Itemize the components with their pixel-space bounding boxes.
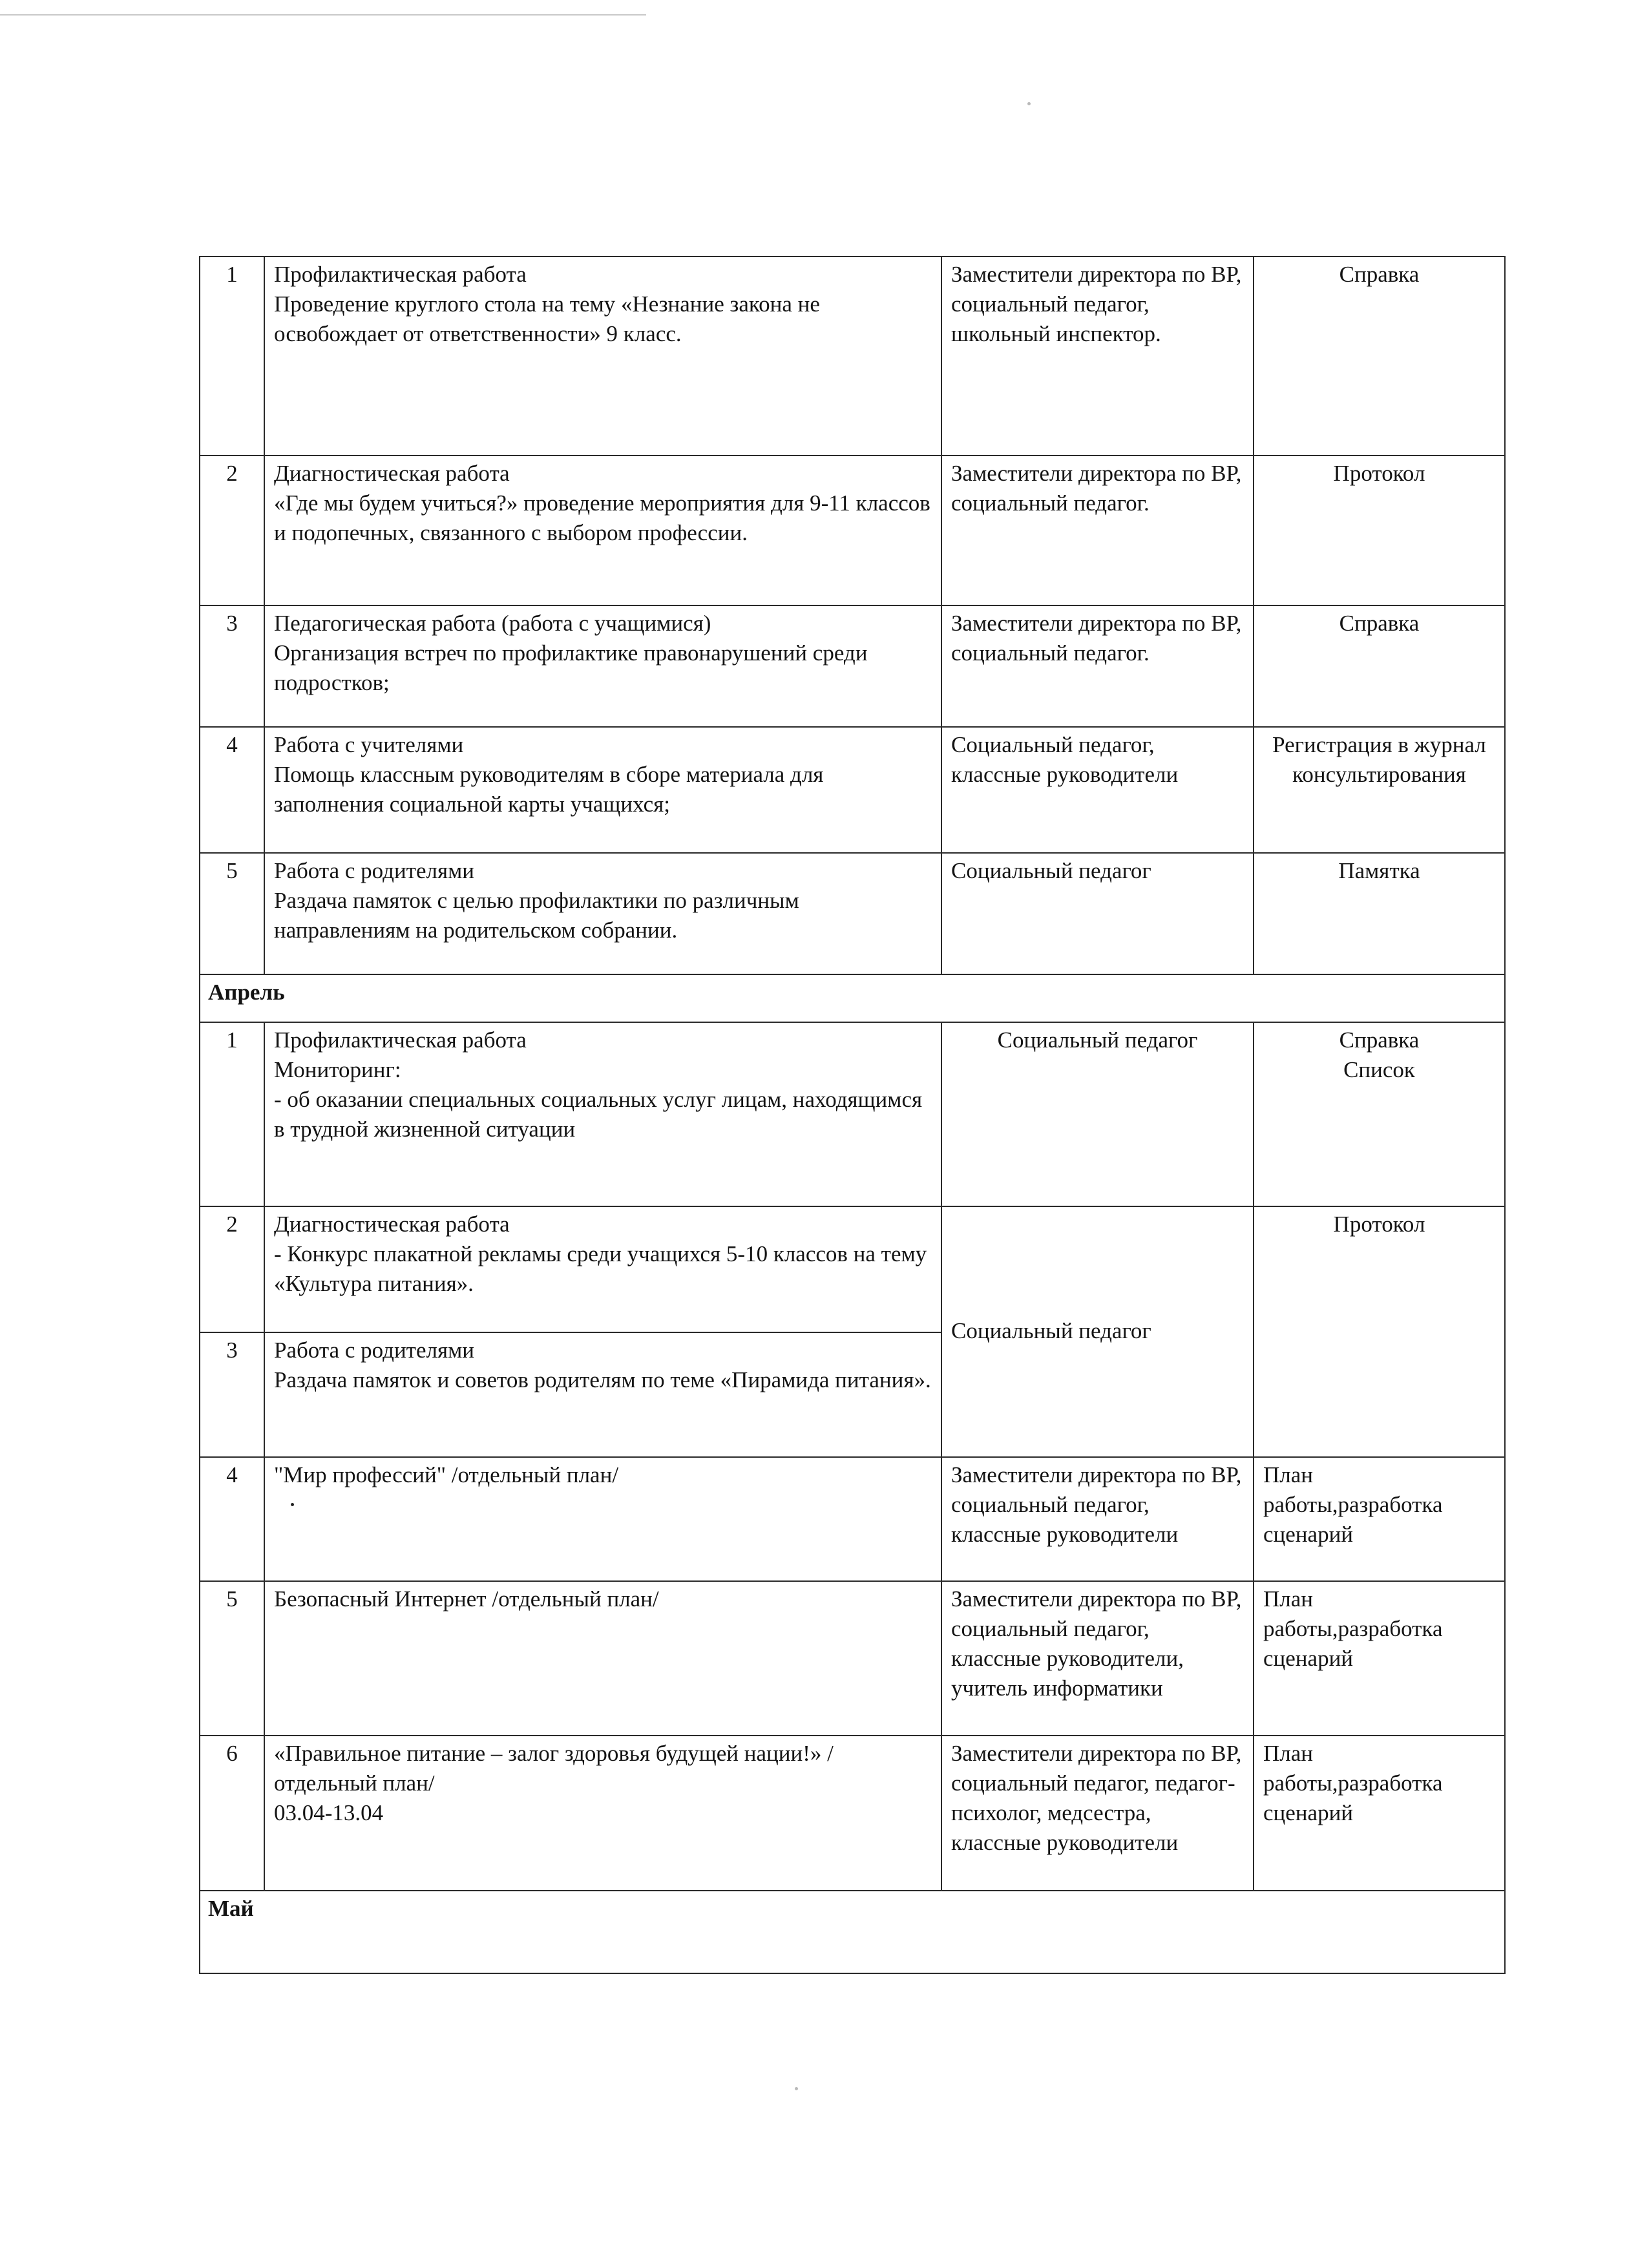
row-number: 4: [200, 727, 264, 853]
table-row: [200, 1457, 1505, 1581]
row-number: 2: [200, 456, 264, 605]
activity-cell: Профилактическая работа Мониторинг: - об оказании специальных социальных услуг лицам, находящимся в трудной жизненной ситуации: [264, 1022, 941, 1206]
responsible-cell: Социальный педагог: [941, 1206, 1254, 1457]
result-cell: Памятка: [1254, 853, 1505, 974]
row-number: 5: [200, 853, 264, 974]
activity-cell: Работа с родителями Раздача памяток и советов родителям по теме «Пирамида питания».: [264, 1332, 941, 1457]
scan-edge-line: [0, 14, 646, 16]
row-number: 1: [200, 257, 264, 456]
result-cell: Справка: [1254, 257, 1505, 456]
responsible-cell: Социальный педагог, классные руководители: [941, 727, 1254, 853]
result-cell: Регистрация в журнал консультирования: [1254, 727, 1505, 853]
table-row: [200, 456, 1505, 605]
responsible-cell: Заместители директора по ВР, социальный педагог, классные руководители, учитель информатики: [941, 1581, 1254, 1736]
month-row: [200, 1891, 1505, 1973]
activity-cell: Диагностическая работа «Где мы будем учиться?» проведение мероприятия для 9-11 классов и подопечных, связанного с выбором профессии.: [264, 456, 941, 605]
activity-cell: Диагностическая работа - Конкурс плакатной рекламы среди учащихся 5-10 классов на тему «Культура питания».: [264, 1206, 941, 1332]
table-row: [200, 1581, 1505, 1736]
table-row: [200, 1206, 1505, 1332]
work-plan-table: [199, 256, 1506, 1974]
month-heading: Май: [200, 1891, 1505, 1973]
result-cell: Справка Список: [1254, 1022, 1505, 1206]
month-row: [200, 974, 1505, 1022]
scan-speck: [795, 2087, 798, 2090]
result-cell: План работы,разработка сценарий: [1254, 1457, 1505, 1581]
activity-cell: Работа с родителями Раздача памяток с целью профилактики по различным направлениям на родительском собрании.: [264, 853, 941, 974]
row-number: 4: [200, 1457, 264, 1581]
table-row: [200, 727, 1505, 853]
month-heading: Апрель: [200, 974, 1505, 1022]
responsible-cell: Заместители директора по ВР, социальный педагог, классные руководители: [941, 1457, 1254, 1581]
activity-cell: «Правильное питание – залог здоровья будущей нации!» /отдельный план/ 03.04-13.04: [264, 1736, 941, 1891]
row-number: 3: [200, 605, 264, 727]
scan-speck: [291, 1503, 294, 1506]
responsible-cell: Заместители директора по ВР, социальный педагог.: [941, 456, 1254, 605]
activity-text: "Мир профессий" /отдельный план/: [274, 1462, 619, 1487]
row-number: 1: [200, 1022, 264, 1206]
row-number: 2: [200, 1206, 264, 1332]
responsible-cell: Социальный педагог: [941, 1022, 1254, 1206]
scan-speck: [1027, 102, 1031, 105]
responsible-cell: Заместители директора по ВР, социальный педагог.: [941, 605, 1254, 727]
activity-cell: Работа с учителями Помощь классным руководителям в сборе материала для заполнения социальной карты учащихся;: [264, 727, 941, 853]
result-cell: Протокол: [1254, 1206, 1505, 1457]
result-cell: План работы,разработка сценарий: [1254, 1581, 1505, 1736]
table-row: [200, 1736, 1505, 1891]
responsible-cell: Заместители директора по ВР, социальный педагог, педагог-психолог, медсестра, классные руководители: [941, 1736, 1254, 1891]
activity-cell: [264, 1457, 941, 1581]
activity-cell: Педагогическая работа (работа с учащимися) Организация встреч по профилактике правонарушений среди подростков;: [264, 605, 941, 727]
result-cell: Протокол: [1254, 456, 1505, 605]
responsible-cell: Социальный педагог: [941, 853, 1254, 974]
row-number: 6: [200, 1736, 264, 1891]
row-number: 5: [200, 1581, 264, 1736]
table-row: [200, 605, 1505, 727]
activity-cell: Профилактическая работа Проведение круглого стола на тему «Незнание закона не освобождает от ответственности» 9 класс.: [264, 257, 941, 456]
table-row: [200, 1022, 1505, 1206]
result-cell: План работы,разработка сценарий: [1254, 1736, 1505, 1891]
row-number: 3: [200, 1332, 264, 1457]
responsible-cell: Заместители директора по ВР, социальный педагог, школьный инспектор.: [941, 257, 1254, 456]
table-row: [200, 257, 1505, 456]
table-row: [200, 853, 1505, 974]
result-cell: Справка: [1254, 605, 1505, 727]
activity-cell: Безопасный Интернет /отдельный план/: [264, 1581, 941, 1736]
